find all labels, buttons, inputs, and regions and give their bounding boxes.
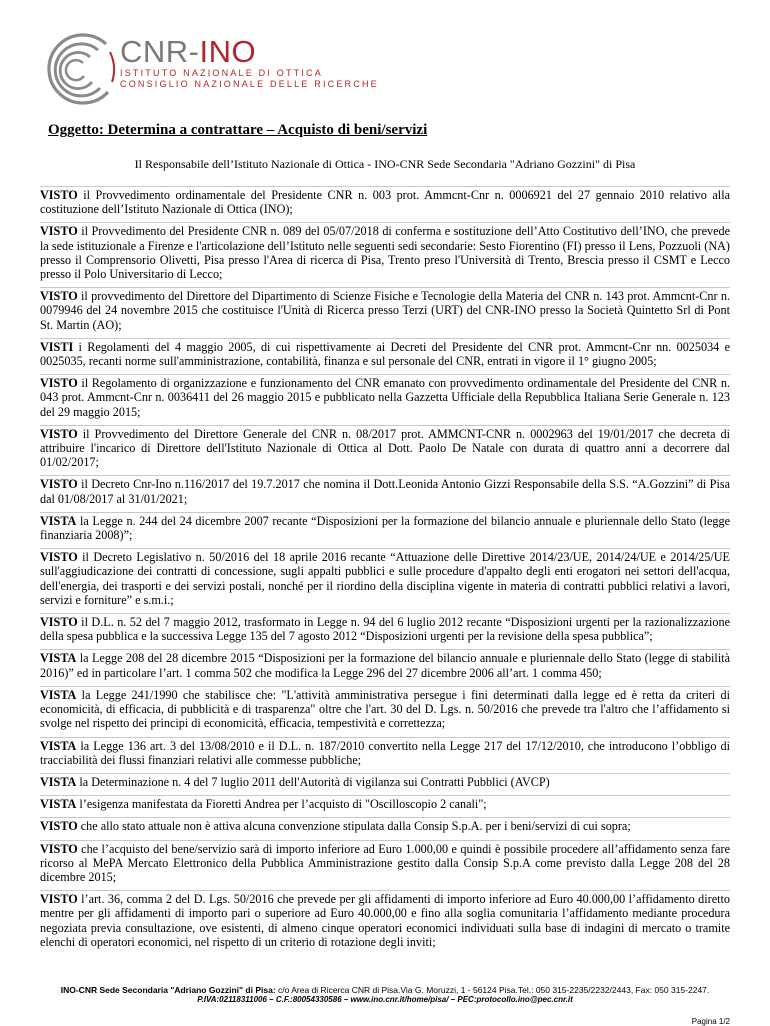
visto-paragraph (40, 613, 730, 643)
visto-paragraph (40, 338, 730, 368)
paragraph-keyword: VISTO (40, 426, 78, 441)
paragraph-text: il D.L. n. 52 del 7 maggio 2012, trasformato in Legge n. 94 del 6 luglio 2012 recante “Disposizioni urgenti per la razionalizzazione della spesa pubblica e la successiva Legge 135 del 7 agosto 2012 “Disposizioni urgenti per la revisione della spesa pubblica”; (40, 615, 730, 644)
paragraph-text: il Provvedimento ordinamentale del Presidente CNR n. 003 prot. Ammcnt-Cnr n. 0006921 del 27 gennaio 2010 relativo alla costituzione dell’Istituto Nazionale di Ottica (INO); (40, 188, 730, 217)
paragraph-text: l’art. 36, comma 2 del D. Lgs. 50/2016 che prevede per gli affidamenti di importo inferiore ad Euro 40.000,00 l’affidamento diretto mentre per gli affidamenti di importo pari o superiore ad Euro 40.000,00 e fino alla soglia comunitaria l’affidamento mediante procedura negoziata previa consultazione, ove esistenti, di almeno cinque operatori economici individuati sulla base di indagini di mercato o tramite elenchi di operatori economici, nel rispetto di un criterio di rotazione degli inviti; (40, 892, 730, 949)
paragraph-list (40, 186, 730, 949)
logo-name (120, 36, 379, 68)
footer-fiscal-line: P.IVA:02118311006 – C.F.:80054330586 – www.ino.cnr.it/home/pisa/ – PEC:protocollo.ino@pec.cnr.it (197, 995, 573, 1004)
paragraph-text: che allo stato attuale non è attiva alcuna convenzione stipulata dalla Consip S.p.A. per i beni/servizi di cui sopra; (77, 819, 631, 834)
paragraph-keyword: VISTA (40, 797, 77, 812)
paragraph-text: il Provvedimento del Presidente CNR n. 089 del 05/07/2018 di conferma e sostituzione dell’Atto Costitutivo dell’INO, che prevede la sede istituzionale a Firenze e l'articolazione dell’Istituto nelle seguenti sedi secondarie: Sesto Fiorentino (FI) presso il Lens, Pozzuoli (NA) presso il Comprensorio Olivetti, Pisa presso l'Area di ricerca di Pisa, Trento preso l'Università di Trento, Brescia presso il CSMT e Lecco presso il Polo Universitario di Lecco; (40, 224, 730, 282)
paragraph-keyword: VISTA (40, 651, 77, 666)
paragraph-keyword: VISTO (40, 841, 78, 856)
footer-org: INO-CNR Sede Secondaria "Adriano Gozzini" di Pisa: (60, 985, 276, 995)
paragraph-text: la Legge n. 244 del 24 dicembre 2007 recante “Disposizioni per la formazione del bilancio annuale e pluriennale dello Stato (legge finanziaria 2008)”; (40, 513, 730, 543)
visto-paragraph (40, 287, 730, 332)
paragraph-text: il Decreto Cnr-Ino n.116/2017 del 19.7.2017 che nomina il Dott.Leonida Antonio Gizzi Responsabile della S.S. “A.Gozzini” di Pisa dal 01/08/2017 al 31/01/2021; (40, 477, 730, 506)
document-subject: Oggetto: Determina a contrattare – Acquisto di beni/servizi (48, 122, 428, 138)
paragraph-keyword: VISTO (40, 615, 78, 630)
paragraph-text: l’esigenza manifestata da Fioretti Andrea per l’acquisto di "Oscilloscopio 2 canali"; (76, 797, 487, 812)
paragraph-keyword: VISTA (40, 738, 77, 753)
visto-paragraph (40, 475, 730, 505)
visto-paragraph (40, 425, 730, 470)
visto-paragraph (40, 686, 730, 731)
paragraph-text: i Regolamenti del 4 maggio 2005, di cui rispettivamente ai Decreti del Presidente del CNR prot. Ammcnt-Cnr nn. 0025034 e 0025035, recanti norme sull'amministrazione, contabilità, finanza e sul personale del CNR, entrati in vigore il 1° giugno 2005; (40, 339, 730, 369)
visto-paragraph (40, 890, 730, 949)
paragraph-text: il Decreto Legislativo n. 50/2016 del 18 aprile 2016 recante “Attuazione delle Direttive 2014/23/UE, 2014/24/UE e 2014/25/UE sull'aggiudicazione dei contratti di concessione, sugli appalti pubblici e sulle procedure d'appalto degli enti erogatori nei settori dell'acqua, dell'energia, dei trasporti e dei servizi postali, nonché per il riordino della disciplina vigente in materia di contratti pubblici relativi a lavori, servizi e forniture” e s.m.i.; (40, 550, 730, 607)
paragraph-keyword: VISTA (40, 513, 77, 528)
visto-paragraph (40, 737, 730, 767)
logo-wordmark (120, 36, 379, 90)
paragraph-keyword: VISTO (40, 819, 78, 834)
page-number: Pagina 1/2 (691, 1017, 730, 1026)
paragraph-keyword: VISTO (40, 289, 78, 304)
paragraph-keyword: VISTI (40, 339, 74, 354)
visto-paragraph (40, 222, 730, 281)
paragraph-keyword: VISTO (40, 188, 78, 202)
visto-paragraph (40, 374, 730, 419)
visto-paragraph (40, 548, 730, 607)
paragraph-keyword: VISTO (40, 550, 78, 565)
visto-paragraph (40, 649, 730, 679)
letterhead (36, 30, 379, 110)
visto-paragraph (40, 186, 730, 216)
cnr-logo-mark-icon (36, 30, 116, 110)
paragraph-text: la Legge 241/1990 che stabilisce che: "L'attività amministrativa persegue i fini determinati dalla legge ed è retta da criteri di economicità, di efficacia, di pubblicità e di trasparenza" oltre che l'art. 30 del D. Lgs. n. 50/2016 che prevede tra l'altro che l’affidamento si svolge nel rispetto dei principi di economicità, efficacia, tempestività e correttezza; (40, 687, 730, 731)
paragraph-text: la Determinazione n. 4 del 7 luglio 2011 dell'Autorità di vigilanza sui Contratti Pubblici (AVCP) (76, 774, 550, 789)
visto-paragraph (40, 817, 730, 833)
logo-subtitle-1: ISTITUTO NAZIONALE DI OTTICA (120, 68, 323, 78)
paragraph-keyword: VISTO (40, 892, 78, 907)
visto-paragraph (40, 840, 730, 885)
visto-paragraph (40, 795, 730, 811)
paragraph-keyword: VISTO (40, 376, 78, 391)
paragraph-text: il Provvedimento del Direttore Generale del CNR n. 08/2017 prot. AMMCNT-CNR n. 0002963 del 19/01/2017 che decreta di attribuire l'incarico di Direttore dell'Istituto Nazionale di Ottica al Dott. Paolo De Natale con durata di quattro anni a decorrere dal 01/02/2017; (40, 426, 730, 470)
paragraph-text: la Legge 208 del 28 dicembre 2015 “Disposizioni per la formazione del bilancio annuale e pluriennale dello Stato (legge di stabilità 2016)” ed in particolare l’art. 1 comma 502 che modifica la Legge 296 del 27 dicembre 2006 all’art. 1 comma 450; (40, 651, 730, 680)
page-footer (40, 985, 730, 1005)
visto-paragraph (40, 512, 730, 542)
footer-address: c/o Area di Ricerca CNR di Pisa.Via G. Moruzzi, 1 - 56124 Pisa.Tel.: 050 315-2235/2232/2443, Fax: 050 315-2247. (275, 985, 710, 995)
footer-address-line (40, 985, 730, 995)
paragraph-text: il provvedimento del Direttore del Dipartimento di Scienze Fisiche e Tecnologie della Materia del CNR n. 143 prot. Ammcnt-Cnr n. 0079946 del 24 novembre 2015 che costituisce l'Unità di Ricerca presso Terzi (URT) del CNR-INO presso la Società Quintetto Srl di Pont St. Martin (AO); (40, 289, 730, 332)
document-intro: Il Responsabile dell’Istituto Nazionale di Ottica - INO-CNR Sede Secondaria "Adriano Gozzini" di Pisa (134, 157, 636, 171)
paragraph-keyword: VISTO (40, 477, 78, 492)
paragraph-keyword: VISTO (40, 224, 78, 239)
visto-paragraph (40, 773, 730, 789)
paragraph-keyword: VISTA (40, 774, 77, 789)
logo-subtitle-2: CONSIGLIO NAZIONALE DELLE RICERCHE (120, 79, 379, 89)
document-body (40, 122, 730, 955)
paragraph-text: la Legge 136 art. 3 del 13/08/2010 e il D.L. n. 187/2010 convertito nella Legge 217 del 17/12/2010, che introducono l’obbligo di tracciabilità dei flussi finanziari relativi alle commesse pubbliche; (40, 738, 730, 767)
paragraph-keyword: VISTA (40, 687, 77, 702)
logo-main: CNR- (120, 34, 200, 69)
paragraph-text: il Regolamento di organizzazione e funzionamento del CNR emanato con provvedimento ordinamentale del Presidente del CNR n. 043 prot. Ammcnt-Cnr n. 0036411 del 26 maggio 2015 e pubblicato nella Gazzetta Ufficiale della Repubblica Italiana Serie Generale n. 123 del 29 maggio 2015; (40, 376, 730, 419)
paragraph-text: che l’acquisto del bene/servizio sarà di importo inferiore ad Euro 1.000,00 e quindi è possibile procedere all’affidamento senza fare ricorso al MePA Mercato Elettronico della Pubblica Amministrazione gestito dalla Consip S.p.A come previsto dalla Legge 208 del 28 dicembre 2015; (40, 841, 730, 884)
logo-accent: INO (199, 34, 257, 69)
